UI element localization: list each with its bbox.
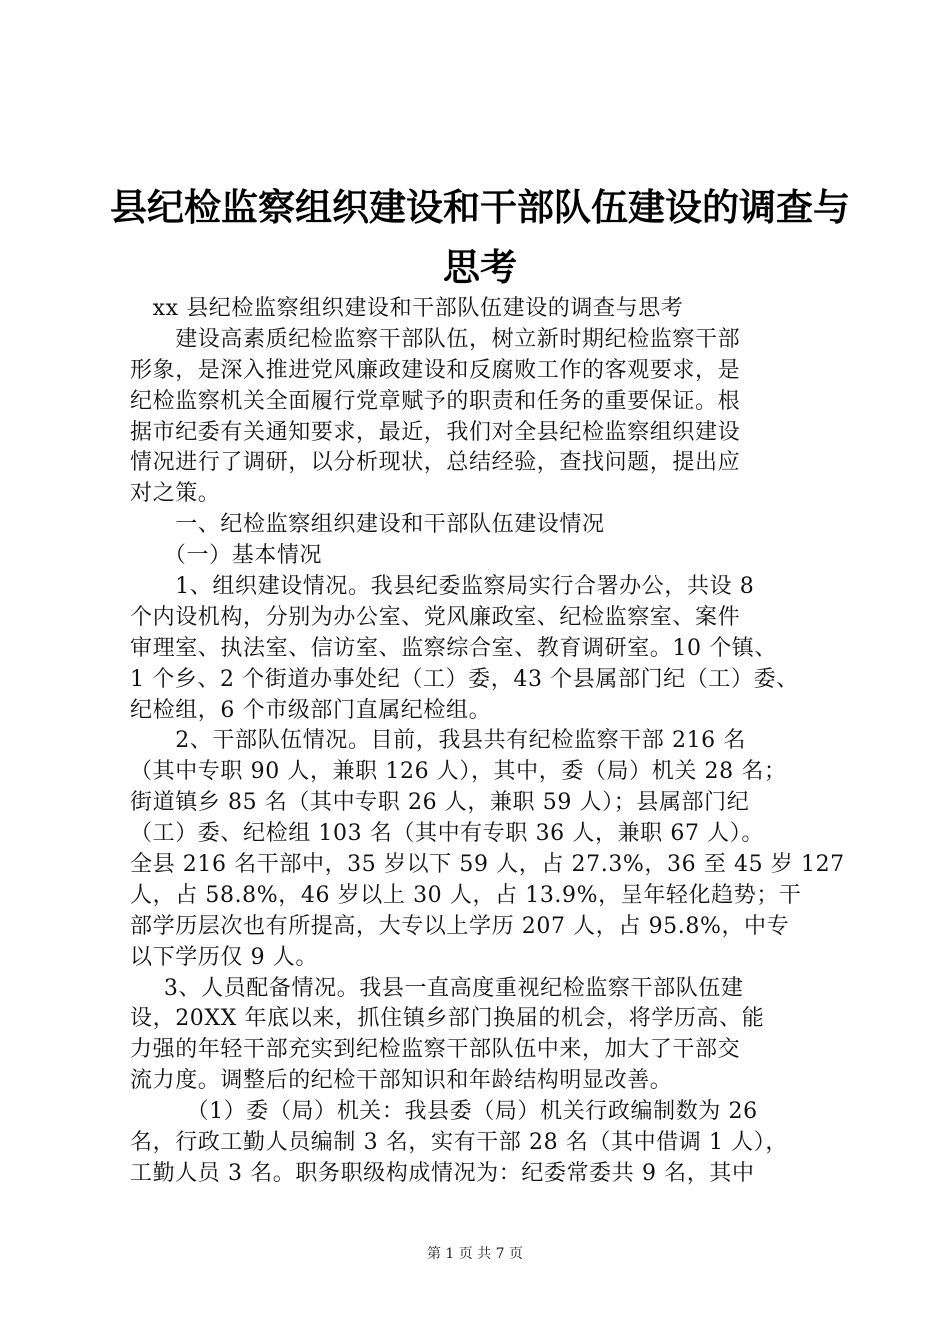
document-title-line-2: 思考 — [443, 246, 517, 289]
text-line: 1、组织建设情况。我县纪委监察局实行合署办公，共设 8 — [175, 574, 755, 600]
text-line: 建设高素质纪检监察干部队伍，树立新时期纪检监察干部 — [175, 326, 741, 352]
text-line: 部学历层次也有所提高，大专以上学历 207 人，占 95.8%，中专 — [130, 913, 790, 939]
text-line: 设，20XX 年底以来，抓住镇乡部门换届的机会，将学历高、能 — [130, 1006, 765, 1032]
text-line: 审理室、执法室、信访室、监察综合室、教育调研室。10 个镇、 — [130, 635, 777, 661]
text-line: 1 个乡、2 个街道办事处纪（工）委，43 个县属部门纪（工）委、 — [130, 666, 799, 692]
text-line: 一、纪检监察组织建设和干部队伍建设情况 — [175, 512, 605, 538]
text-line: 3、人员配备情况。我县一直高度重视纪检监察干部队伍建 — [163, 975, 744, 1001]
text-line: 力强的年轻干部充实到纪检监察干部队伍中来，加大了干部交 — [130, 1037, 741, 1063]
text-line: 对之策。 — [130, 481, 221, 507]
text-line: 街道镇乡 85 名（其中专职 26 人，兼职 59 人）；县属部门纪 — [130, 790, 750, 816]
text-line: 以下学历仅 9 人。 — [130, 944, 318, 970]
document-title-line-1: 县纪检监察组织建设和干部队伍建设的调查与 — [110, 186, 850, 229]
text-line: 情况进行了调研，以分析现状，总结经验，查找问题，提出应 — [130, 450, 741, 476]
text-line: 形象，是深入推进党风廉政建设和反腐败工作的客观要求，是 — [130, 357, 741, 383]
document-body — [130, 294, 845, 1190]
text-line: 2、干部队伍情况。目前，我县共有纪检监察干部 216 名 — [175, 728, 746, 754]
text-line: 流力度。调整后的纪检干部知识和年龄结构明显改善。 — [130, 1068, 673, 1094]
text-line: （工）委、纪检组 103 名（其中有专职 36 人，兼职 67 人）。 — [130, 821, 764, 847]
text-line: xx 县纪检监察组织建设和干部队伍建设的调查与思考 — [152, 296, 684, 321]
text-line: 纪检组，6 个市级部门直属纪检组。 — [130, 697, 492, 723]
text-line: 工勤人员 3 名。职务职级构成情况为：纪委常委共 9 名，其中 — [130, 1160, 755, 1186]
text-line: （1）委（局）机关：我县委（局）机关行政编制数为 26 — [186, 1099, 758, 1125]
text-line: 据市纪委有关通知要求，最近，我们对全县纪检监察组织建设 — [130, 419, 741, 445]
text-line: 人，占 58.8%，46 岁以上 30 人，占 13.9%，呈年轻化趋势；干 — [130, 882, 802, 908]
text-line: 纪检监察机关全面履行党章赋予的职责和任务的重要保证。根 — [130, 388, 741, 414]
text-line: 名，行政工勤人员编制 3 名，实有干部 28 名（其中借调 1 人）， — [130, 1130, 788, 1156]
page-footer: 第 1 页 共 7 页 — [426, 1246, 524, 1262]
text-line: （其中专职 90 人，兼职 126 人），其中，委（局）机关 28 名； — [130, 759, 787, 785]
text-line: 全县 216 名干部中，35 岁以下 59 人，占 27.3%，36 至 45 岁 127 — [130, 852, 845, 878]
text-line: （一）基本情况 — [163, 543, 323, 569]
text-line: 个内设机构，分别为办公室、党风廉政室、纪检监察室、案件 — [130, 604, 741, 630]
